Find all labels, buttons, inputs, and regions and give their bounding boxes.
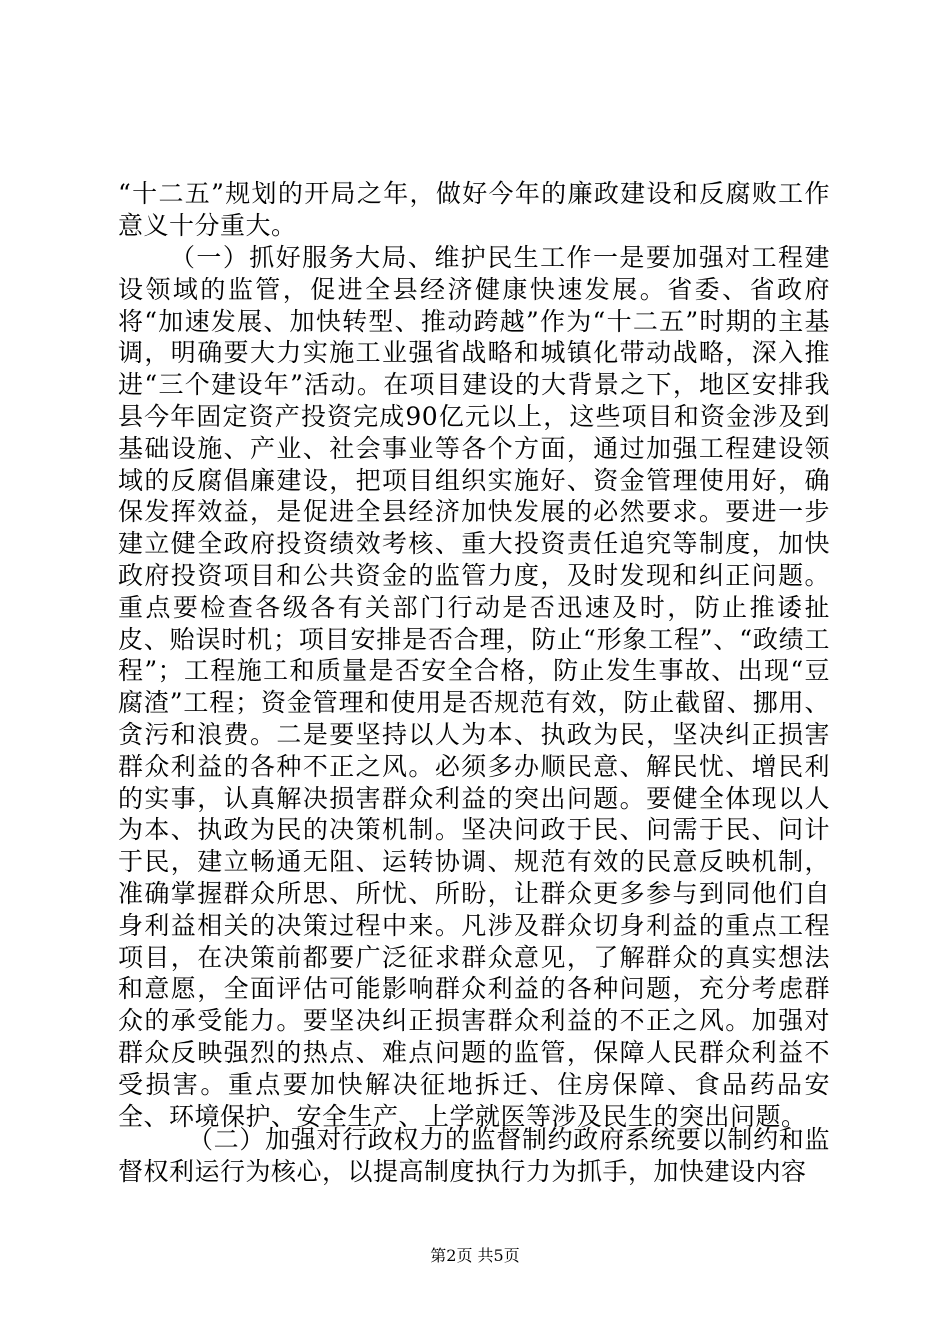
paragraph-intro: “十二五”规划的开局之年，做好今年的廉政建设和反腐败工作意义十分重大。 [118, 179, 830, 240]
paragraph-section-two: （二）加强对行政权力的监督制约政府系统要以制约和监督权利运行为核心，以提高制度执行力为抓手，加快建设内容 [118, 1125, 830, 1186]
page-number-footer: 第2页 共5页 [430, 1246, 520, 1265]
paragraph-section-one: （一）抓好服务大局、维护民生工作一是要加强对工程建设领域的监管，促进全县经济健康快速发展。省委、省政府将“加速发展、加快转型、推动跨越”作为“十二五”时期的主基调，明确要大力实施工业强省战略和城镇化带动战略，深入推进“三个建设年”活动。在项目建设的大背景之下，地区安排我县今年固定资产投资完成90亿元以上，这些项目和资金涉及到基础设施、产业、社会事业等各个方面，通过加强工程建设领域的反腐倡廉建设，把项目组织实施好、资金管理使用好，确保发挥效益，是促进全县经济加快发展的必然要求。要进一步建立健全政府投资绩效考核、重大投资责任追究等制度，加快政府投资项目和公共资金的监管力度，及时发现和纠正问题。重点要检查各级各有关部门行动是否迅速及时，防止推诿扯皮、贻误时机；项目安排是否合理，防止“形象工程”、“政绩工程”；工程施工和质量是否安全合格，防止发生事故、出现“豆腐渣”工程；资金管理和使用是否规范有效，防止截留、挪用、贪污和浪费。二是要坚持以人为本、执政为民，坚决纠正损害群众利益的各种不正之风。必须多办顺民意、解民忧、增民利的实事，认真解决损害群众利益的突出问题。要健全体现以人为本、执政为民的决策机制。坚决问政于民、问需于民、问计于民，建立畅通无阻、运转协调、规范有效的民意反映机制，准确掌握群众所思、所忧、所盼，让群众更多参与到同他们自身利益相关的决策过程中来。凡涉及群众切身利益的重点工程项目，在决策前都要广泛征求群众意见，了解群众的真实想法和意愿，全面评估可能影响群众利益的各种问题，充分考虑群众的承受能力。要坚决纠正损害群众利益的不正之风。加强对群众反映强烈的热点、难点问题的监管，保障人民群众利益不受损害。重点要加快解决征地拆迁、住房保障、食品药品安全、环境保护、安全生产、上学就医等涉及民生的突出问题。 [118, 243, 830, 1131]
